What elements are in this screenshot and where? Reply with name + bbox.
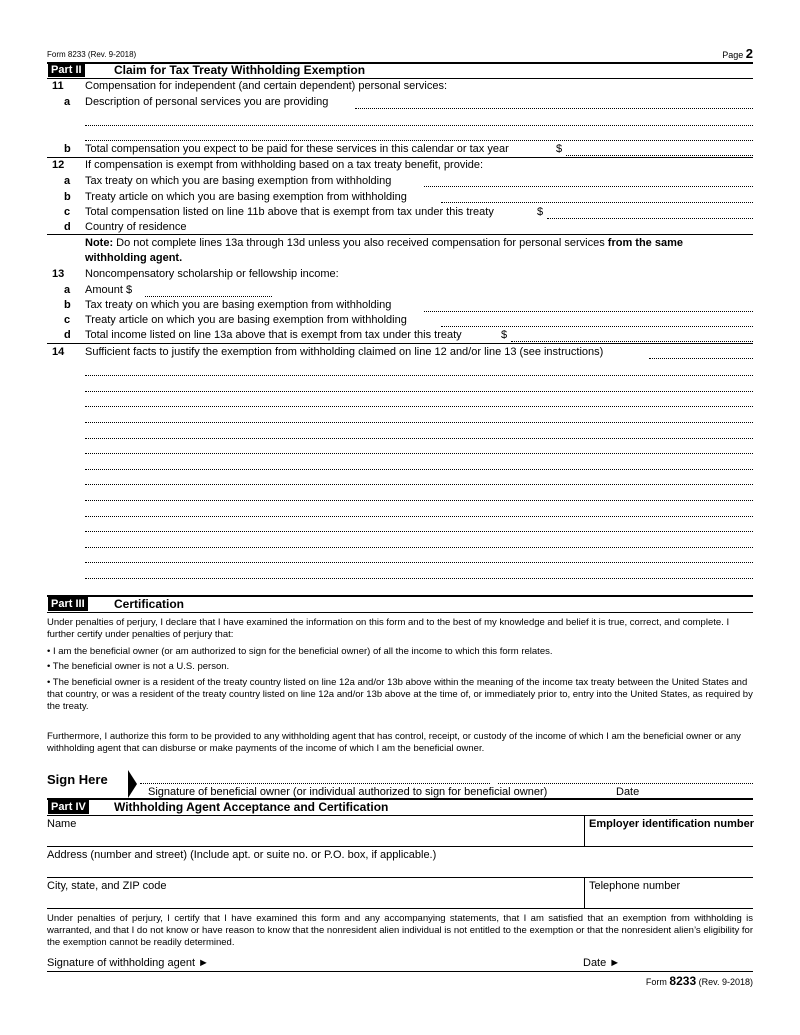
certification-bullet-2: • The beneficial owner is not a U.S. person.: [47, 661, 230, 672]
line-14-field-2[interactable]: [85, 391, 753, 392]
agent-penalty-text: Under penalties of perjury, I certify that I have examined this form and any accompanying statements, that I am satisfied that an exemption from withholding is warranted, and that I do not know or have reason to know that the nonresident alien individual is not entitled to the exemption or that the nonresident alien’s eligibility for the exemption cannot be readily determined.: [47, 913, 753, 948]
note-text: Do not complete lines 13a through 13d unless you also received compensation for personal services: [113, 237, 608, 249]
line-12c-dollar: $: [537, 206, 544, 218]
signature-caption: Signature of beneficial owner (or individual authorized to sign for beneficial owner): [148, 786, 548, 798]
line-14-field-12[interactable]: [85, 547, 753, 548]
beneficial-owner-date-field[interactable]: [498, 783, 753, 784]
line-14-field-5[interactable]: [85, 438, 753, 439]
line-13a-field[interactable]: [145, 296, 272, 297]
note-bold-1: from the same: [607, 237, 683, 249]
line-11a-field-2[interactable]: [85, 125, 753, 126]
line-13-label: Noncompensatory scholarship or fellowship income:: [85, 268, 339, 280]
line-11b-dollar: $: [556, 143, 563, 155]
line-14-field-10[interactable]: [85, 516, 753, 517]
line-14-field-4[interactable]: [85, 422, 753, 423]
line-13d-letter: d: [64, 329, 71, 341]
line-11-label: Compensation for independent (and certain dependent) personal services:: [85, 80, 448, 92]
line-14-label: Sufficient facts to justify the exemption from withholding claimed on line 12 and/or line 13 (see instructions): [85, 346, 604, 358]
part4-title: Withholding Agent Acceptance and Certification: [114, 800, 389, 814]
name-label: Name: [47, 818, 77, 830]
agent-signature-label: Signature of withholding agent ►: [47, 957, 209, 969]
ein-label: Employer identification number: [589, 818, 755, 830]
sign-arrow-icon: [127, 770, 138, 798]
certification-bullet-3: • The beneficial owner is a resident of the treaty country listed on line 12a and/or 13b above within the meaning of the income tax treaty between the United States and that country, or was a resident of the treaty country listed on line 12a and/or 13b above at the time of, or immediately prior to, entry into the United States, as required by the treaty.: [47, 677, 753, 712]
line-11a-label: Description of personal services you are providing: [85, 96, 329, 108]
line-14-field-8[interactable]: [85, 484, 753, 485]
page-num: 2: [745, 46, 753, 61]
line-12c-label: Total compensation listed on line 11b above that is exempt from tax under this treaty: [85, 206, 494, 218]
address-label: Address (number and street) (Include apt. or suite no. or P.O. box, if applicable.): [47, 849, 437, 861]
part3-badge: Part III: [48, 597, 88, 611]
line-12b-label: Treaty article on which you are basing exemption from withholding: [85, 191, 407, 203]
footer-revision: (Rev. 9-2018): [698, 977, 753, 987]
line-13b-field[interactable]: [424, 311, 753, 312]
line-12c-letter: c: [64, 206, 71, 218]
beneficial-owner-signature-field[interactable]: [140, 783, 490, 784]
line-14-field-6[interactable]: [85, 453, 753, 454]
line-14-field-14[interactable]: [85, 578, 753, 579]
line-13c-letter: c: [64, 314, 71, 326]
city-label: City, state, and ZIP code: [47, 880, 167, 892]
line-14-field[interactable]: [649, 358, 753, 359]
line-13d-field[interactable]: [511, 341, 753, 342]
line-14-number: 14: [52, 346, 65, 358]
phone-field[interactable]: [589, 891, 753, 908]
line-11b-label: Total compensation you expect to be paid for these services in this calendar or tax year: [85, 143, 509, 155]
line-12a-field[interactable]: [424, 186, 753, 187]
part3-title: Certification: [114, 597, 185, 611]
line-11a-field-3[interactable]: [85, 140, 753, 141]
line-14-field-7[interactable]: [85, 469, 753, 470]
date-caption: Date: [616, 786, 640, 798]
agent-signature-field[interactable]: [226, 955, 576, 970]
line-13a-letter: a: [64, 284, 71, 296]
address-field[interactable]: [47, 860, 753, 877]
footer-form: [646, 974, 753, 988]
page-number: [722, 46, 753, 61]
line-13b-letter: b: [64, 299, 71, 311]
part2-badge: Part II: [48, 63, 85, 77]
line-14-field-1[interactable]: [85, 375, 753, 376]
line-13-number: 13: [52, 268, 65, 280]
line-11-number: 11: [52, 80, 64, 92]
ein-field[interactable]: [589, 829, 753, 846]
line-12-number: 12: [52, 159, 65, 171]
line-12d-label: Country of residence: [85, 221, 187, 233]
line-12b-letter: b: [64, 191, 71, 203]
authorization-text: Furthermore, I authorize this form to be provided to any withholding agent that has control, receipt, or custody of the income of which I am the beneficial owner or any withholding agent that can disburse or make payments of the income of which I am the beneficial owner.: [47, 731, 741, 754]
line-14-field-13[interactable]: [85, 562, 753, 563]
line-12-label: If compensation is exempt from withholding based on a tax treaty benefit, provide:: [85, 159, 484, 171]
line-13d-dollar: $: [501, 329, 508, 341]
part2-title: Claim for Tax Treaty Withholding Exemption: [114, 63, 366, 77]
line-11a-letter: a: [64, 96, 71, 108]
agent-name-field[interactable]: [47, 829, 582, 846]
line-11b-field[interactable]: [566, 155, 753, 156]
city-field[interactable]: [47, 891, 582, 908]
agent-date-field[interactable]: [630, 955, 753, 970]
line-12b-field[interactable]: [441, 202, 753, 203]
line-13b-label: Tax treaty on which you are basing exemption from withholding: [85, 299, 392, 311]
line-14-field-9[interactable]: [85, 500, 753, 501]
line-12a-letter: a: [64, 175, 71, 187]
phone-label: Telephone number: [589, 880, 681, 892]
line-12c-field[interactable]: [547, 218, 753, 219]
note-bold-2: withholding agent.: [85, 252, 183, 264]
line-13a-label: Amount $: [85, 284, 133, 296]
line-14-field-11[interactable]: [85, 531, 753, 532]
certification-bullet-1: • I am the beneficial owner (or am authorized to sign for the beneficial owner) of all the income to which this form relates.: [47, 646, 553, 657]
note: [85, 236, 753, 266]
certification-text: Under penalties of perjury, I declare that I have examined the information on this form and to the best of my knowledge and belief it is true, correct, and complete. I further certify under penalties of perjury that:: [47, 617, 730, 640]
line-11b-letter: b: [64, 143, 71, 155]
line-12d-letter: d: [64, 221, 71, 233]
line-14-field-3[interactable]: [85, 406, 753, 407]
page-label: Page: [722, 50, 744, 60]
footer-form-number: 8233: [669, 974, 697, 988]
part4-badge: Part IV: [48, 800, 89, 814]
line-13c-field[interactable]: [441, 326, 753, 327]
sign-here-label: Sign Here: [47, 772, 108, 787]
line-12a-label: Tax treaty on which you are basing exemption from withholding: [85, 175, 392, 187]
footer-form-label: Form: [645, 977, 667, 987]
agent-date-label: Date ►: [583, 957, 621, 969]
line-13d-label: Total income listed on line 13a above that is exempt from tax under this treaty: [85, 329, 462, 341]
note-label: Note:: [85, 237, 114, 249]
line-11a-field[interactable]: [355, 108, 753, 109]
form-revision: Form 8233 (Rev. 9-2018): [47, 50, 137, 59]
line-13c-label: Treaty article on which you are basing exemption from withholding: [85, 314, 407, 326]
